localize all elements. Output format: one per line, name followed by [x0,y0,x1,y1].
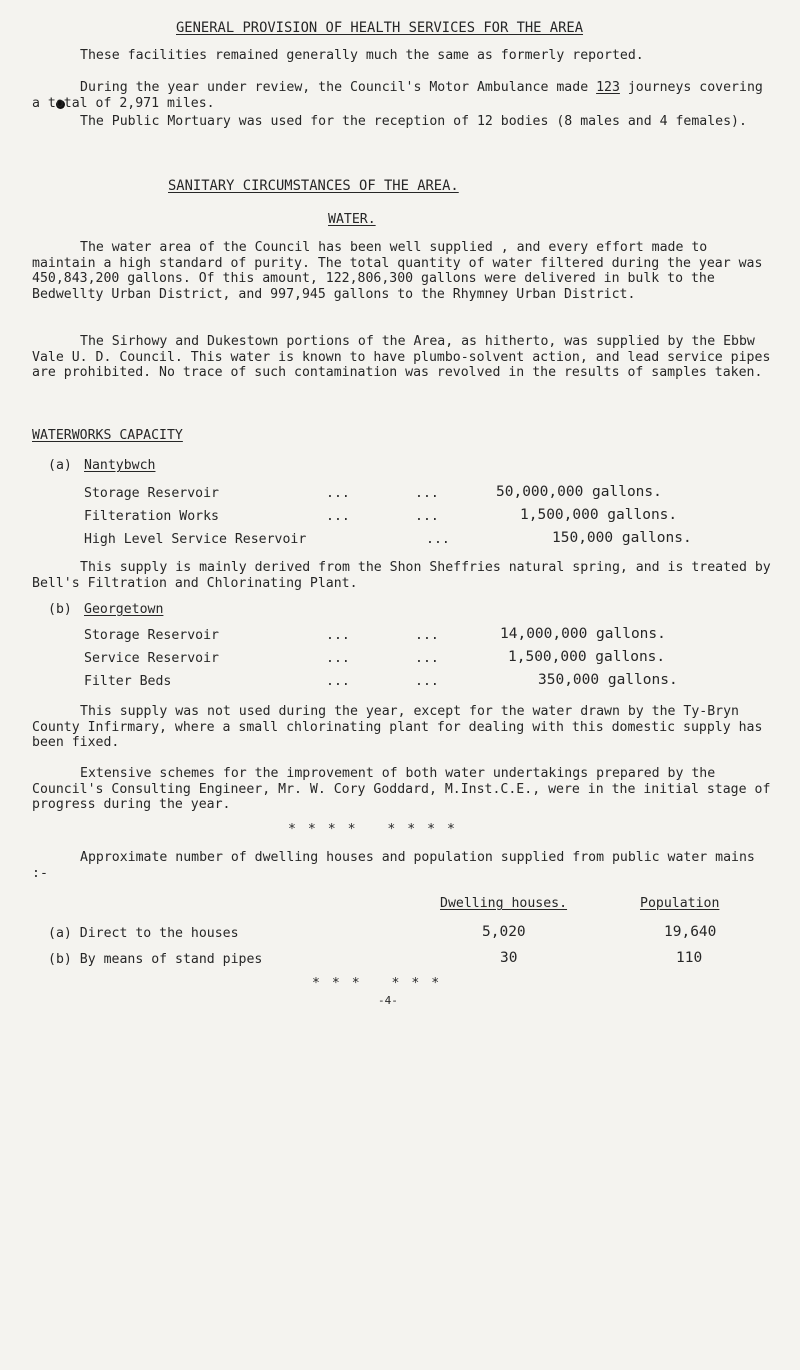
dwelling-row-label: (a) Direct to the houses [48,926,239,941]
facilities-paragraph: These facilities remained generally much the same as formerly reported. [80,48,644,63]
dwelling-intro-paragraph: Approximate number of dwelling houses and population supplied from public water mains :- [32,850,755,881]
sirhowy-paragraph: The Sirhowy and Dukestown portions of the Area, as hitherto, was supplied by the Ebbw Vale U. D. Council. This water is known to have plumbo-solvent action, and lead service pipes are prohibited. No trace of such contamination was revolved in the results of samples taken. [32,334,771,380]
schemes-paragraph: Extensive schemes for the improvement of both water undertakings prepared by the Council's Consulting Engineer, Mr. W. Cory Goddard, M.Inst.C.E., were in the initial stage of progress during the year. [32,766,771,812]
dwelling-row-houses: 30 [500,950,518,966]
georgetown-row-dots: ... [415,651,439,666]
georgetown-heading: Georgetown [84,602,164,617]
georgetown-note: This supply was not used during the year, except for the water drawn by the Ty-Bryn County Infirmary, where a small chlorinating plant for dealing with this domestic supply has been fixed. [32,704,763,750]
georgetown-row-value: 14,000,000 gallons. [500,626,666,642]
mortuary-paragraph: The Public Mortuary was used for the reception of 12 bodies (8 males and 4 females). [80,114,747,129]
georgetown-row-item: Filter Beds [84,674,172,689]
georgetown-row-value: 350,000 gallons. [538,672,678,688]
dwelling-houses-column-header: Dwelling houses. [440,896,568,911]
nantybwch-label: (a) [48,458,72,473]
georgetown-row-dots: ... [326,628,350,643]
dwelling-row-population: 110 [676,950,703,966]
waterworks-capacity-heading: WATERWORKS CAPACITY [32,428,183,443]
nantybwch-heading: Nantybwch [84,458,156,473]
nantybwch-note: This supply is mainly derived from the Shon Sheffries natural spring, and is treated by Bell's Filtration and Chlorinating Plant. [32,560,771,591]
georgetown-row-dots: ... [326,674,350,689]
page-number: -4- [378,994,398,1007]
ambulance-text-start: During the year under review, the Council's Motor Ambulance made [80,80,597,95]
nantybwch-row-dots: ... [426,532,450,547]
section-divider-stars: * * * * * * * * [288,822,457,837]
ambulance-text-end: journeys covering a total of 2,971 miles. [32,80,763,111]
dwelling-row-label: (b) By means of stand pipes [48,952,263,967]
dwelling-row-houses: 5,020 [482,924,526,940]
nantybwch-row-item: High Level Service Reservoir [84,532,307,547]
nantybwch-row-dots: ... [326,509,350,524]
nantybwch-row-dots: ... [415,509,439,524]
georgetown-label: (b) [48,602,72,617]
ambulance-paragraph [32,80,772,111]
water-heading: WATER. [328,212,376,227]
sanitary-circumstances-heading: SANITARY CIRCUMSTANCES OF THE AREA. [168,178,459,194]
water-supply-paragraph: The water area of the Council has been well supplied , and every effort made to maintain a high standard of purity. The total quantity of water filtered during the year was 450,843,200 gallons. Of this amount, 122,806,300 gallons were delivered in bulk to the Bedwellty Urban District, and 997,945 gallons to the Rhymney Urban District. [32,240,763,302]
nantybwch-row-value: 1,500,000 gallons. [520,507,678,523]
georgetown-row-dots: ... [415,628,439,643]
population-column-header: Population [640,896,720,911]
georgetown-row-dots: ... [326,651,350,666]
georgetown-row-item: Storage Reservoir [84,628,219,643]
nantybwch-row-item: Filteration Works [84,509,219,524]
section-divider-stars: * * * * * * [312,976,442,991]
nantybwch-row-value: 150,000 gallons. [552,530,692,546]
nantybwch-row-value: 50,000,000 gallons. [496,484,662,500]
general-provision-heading: GENERAL PROVISION OF HEALTH SERVICES FOR THE AREA [176,20,584,36]
ambulance-journeys-number: 123 [596,80,620,95]
nantybwch-row-dots: ... [415,486,439,501]
nantybwch-row-dots: ... [326,486,350,501]
georgetown-row-dots: ... [415,674,439,689]
dwelling-row-population: 19,640 [664,924,717,940]
nantybwch-row-item: Storage Reservoir [84,486,219,501]
georgetown-row-value: 1,500,000 gallons. [508,649,666,665]
georgetown-row-item: Service Reservoir [84,651,219,666]
